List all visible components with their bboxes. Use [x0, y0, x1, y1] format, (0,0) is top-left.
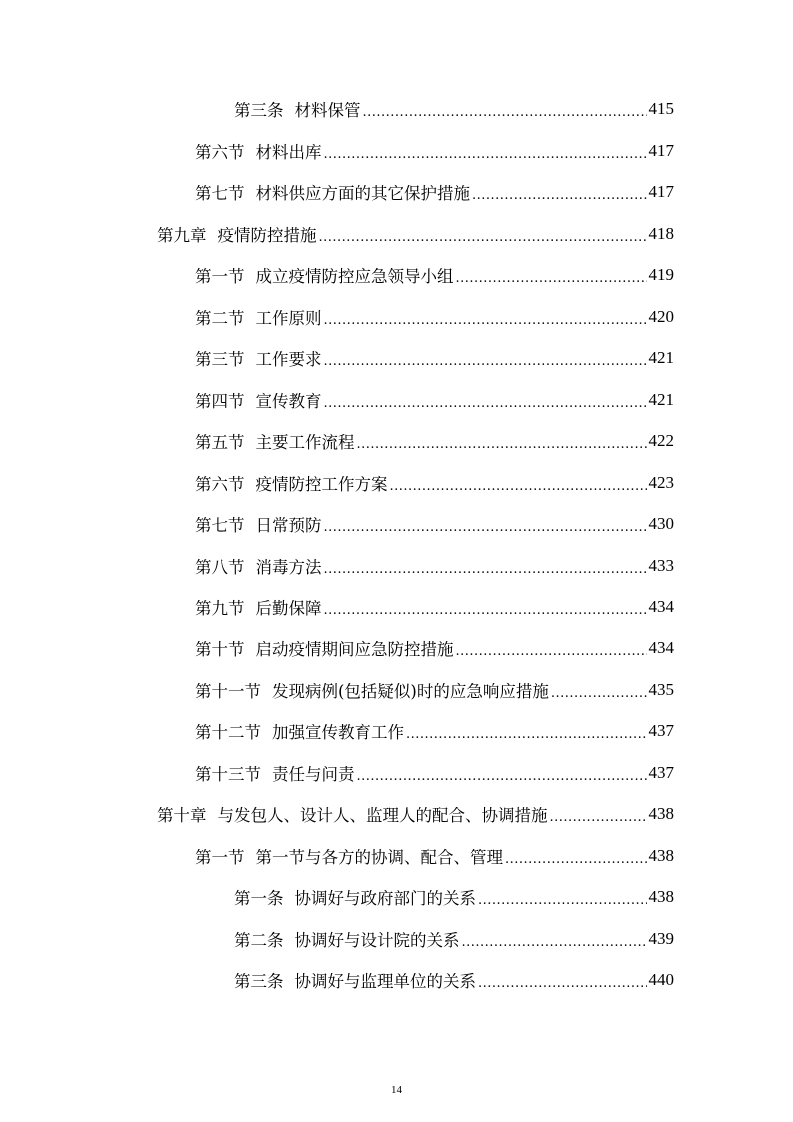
- entry-page: 421: [648, 348, 674, 367]
- toc-entry[interactable]: [195, 302, 674, 332]
- entry-title: 宣传教育: [255, 392, 322, 411]
- toc-entry[interactable]: [195, 841, 674, 871]
- entry-number: 第十节: [195, 640, 245, 659]
- dot-leader: [319, 230, 647, 245]
- dot-leader: [324, 603, 647, 618]
- entry-page: 439: [648, 929, 674, 948]
- toc-entry[interactable]: [195, 592, 674, 622]
- entry-page: 435: [648, 680, 674, 699]
- toc-entry[interactable]: [195, 633, 674, 663]
- entry-number: 第二条: [234, 931, 284, 950]
- entry-title: 成立疫情防控应急领导小组: [255, 267, 454, 286]
- entry-number: 第三条: [234, 972, 284, 991]
- entry-title: 协调好与监理单位的关系: [294, 972, 476, 991]
- toc-entry[interactable]: [195, 260, 674, 290]
- entry-page: 418: [648, 224, 674, 243]
- entry-number: 第二节: [195, 309, 245, 328]
- toc-entry[interactable]: [234, 924, 674, 954]
- entry-number: 第七节: [195, 516, 245, 535]
- entry-title: 疫情防控措施: [217, 226, 317, 245]
- entry-page: 437: [648, 763, 674, 782]
- toc-entry[interactable]: [195, 468, 674, 498]
- toc-entry[interactable]: [195, 136, 674, 166]
- entry-title: 材料出库: [255, 143, 322, 162]
- entry-title: 协调好与设计院的关系: [294, 931, 460, 950]
- page-number: 14: [391, 1084, 402, 1096]
- entry-title: 疫情防控工作方案: [255, 475, 388, 494]
- entry-title: 消毒方法: [255, 558, 322, 577]
- entry-title: 第一节与各方的协调、配合、管理: [255, 848, 503, 867]
- entry-number: 第十章: [157, 806, 207, 825]
- entry-page: 422: [648, 431, 674, 450]
- dot-leader: [324, 354, 647, 369]
- entry-number: 第六节: [195, 143, 245, 162]
- entry-page: 434: [648, 597, 674, 616]
- toc-entry[interactable]: [195, 385, 674, 415]
- toc-entry[interactable]: [195, 716, 674, 746]
- dot-leader: [324, 520, 647, 535]
- dot-leader: [478, 976, 647, 991]
- dot-leader: [472, 188, 647, 203]
- entry-page: 438: [648, 846, 674, 865]
- entry-number: 第三条: [234, 101, 284, 120]
- dot-leader: [478, 893, 647, 908]
- entry-page: 434: [648, 638, 674, 657]
- dot-leader: [324, 396, 647, 411]
- dot-leader: [550, 810, 647, 825]
- dot-leader: [357, 437, 647, 452]
- entry-number: 第九节: [195, 599, 245, 618]
- dot-leader: [456, 644, 647, 659]
- entry-page: 420: [648, 307, 674, 326]
- dot-leader: [456, 271, 647, 286]
- entry-number: 第九章: [157, 226, 207, 245]
- entry-title: 发现病例(包括疑似)时的应急响应措施: [272, 682, 549, 701]
- entry-title: 协调好与政府部门的关系: [294, 889, 476, 908]
- entry-title: 主要工作流程: [255, 433, 355, 452]
- dot-leader: [505, 852, 647, 867]
- toc-entry[interactable]: [157, 799, 674, 829]
- entry-page: 417: [648, 182, 674, 201]
- entry-number: 第三节: [195, 350, 245, 369]
- entry-title: 启动疫情期间应急防控措施: [255, 640, 454, 659]
- toc-entry[interactable]: [195, 426, 674, 456]
- toc-entry[interactable]: [234, 882, 674, 912]
- entry-number: 第六节: [195, 475, 245, 494]
- dot-leader: [324, 562, 647, 577]
- dot-leader: [462, 935, 647, 950]
- toc-entry[interactable]: [195, 551, 674, 581]
- dot-leader: [324, 313, 647, 328]
- entry-page: 423: [648, 473, 674, 492]
- toc-entry[interactable]: [195, 343, 674, 373]
- dot-leader: [324, 147, 647, 162]
- entry-number: 第一节: [195, 848, 245, 867]
- entry-page: 433: [648, 556, 674, 575]
- entry-number: 第七节: [195, 184, 245, 203]
- entry-page: 417: [648, 141, 674, 160]
- entry-number: 第五节: [195, 433, 245, 452]
- toc-entry[interactable]: [234, 94, 674, 124]
- entry-number: 第十二节: [195, 723, 261, 742]
- entry-page: 415: [648, 99, 674, 118]
- entry-number: 第八节: [195, 558, 245, 577]
- entry-page: 419: [648, 265, 674, 284]
- entry-title: 责任与问责: [272, 765, 355, 784]
- entry-title: 工作要求: [255, 350, 322, 369]
- entry-title: 加强宣传教育工作: [272, 723, 404, 742]
- toc-entry[interactable]: [234, 965, 674, 995]
- entry-page: 430: [648, 514, 674, 533]
- entry-title: 与发包人、设计人、监理人的配合、协调措施: [217, 806, 548, 825]
- entry-title: 日常预防: [255, 516, 322, 535]
- entry-number: 第四节: [195, 392, 245, 411]
- dot-leader: [357, 769, 647, 784]
- entry-page: 421: [648, 390, 674, 409]
- toc-entry[interactable]: [195, 675, 674, 705]
- dot-leader: [551, 686, 647, 701]
- entry-page: 438: [648, 804, 674, 823]
- entry-title: 后勤保障: [255, 599, 322, 618]
- toc-entry[interactable]: [195, 509, 674, 539]
- entry-number: 第一条: [234, 889, 284, 908]
- toc-entry[interactable]: [157, 219, 674, 249]
- dot-leader: [390, 479, 647, 494]
- entry-title: 材料供应方面的其它保护措施: [255, 184, 470, 203]
- entry-number: 第一节: [195, 267, 245, 286]
- entry-page: 438: [648, 887, 674, 906]
- entry-title: 工作原则: [255, 309, 322, 328]
- toc-entry[interactable]: [195, 177, 674, 207]
- dot-leader: [363, 105, 647, 120]
- entry-page: 437: [648, 721, 674, 740]
- entry-title: 材料保管: [294, 101, 361, 120]
- entry-page: 440: [648, 970, 674, 989]
- entry-number: 第十三节: [195, 765, 261, 784]
- dot-leader: [406, 727, 647, 742]
- toc-entry[interactable]: [195, 758, 674, 788]
- entry-number: 第十一节: [195, 682, 261, 701]
